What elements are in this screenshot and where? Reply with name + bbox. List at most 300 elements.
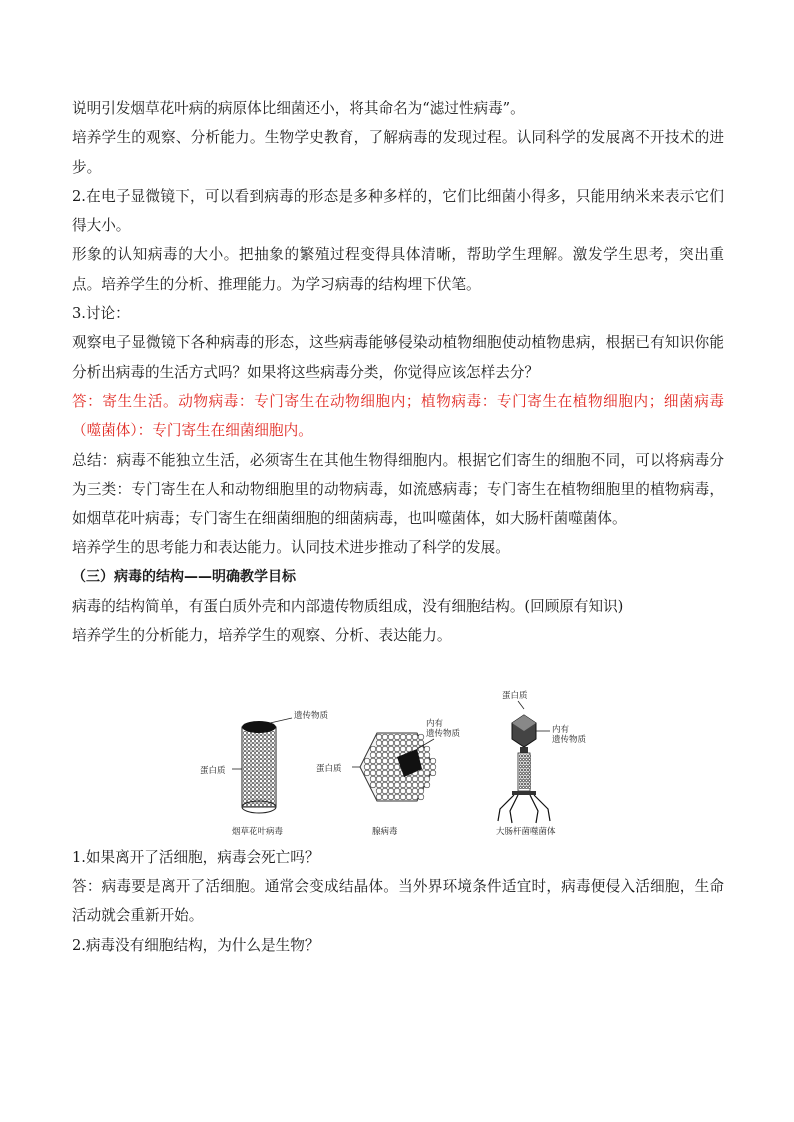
tmv-capsomere — [267, 739, 270, 742]
phage-tail-ring — [519, 772, 521, 774]
tmv-capsomere — [251, 759, 254, 762]
tmv-capsomere — [243, 795, 246, 798]
tmv-label-genetic: 遗传物质 — [294, 710, 329, 721]
tmv-capsomere — [259, 787, 262, 790]
section-heading: （三）病毒的结构——明确教学目标 — [72, 568, 296, 585]
tmv-caption: 烟草花叶病毒 — [232, 826, 284, 837]
adeno-label-protein: 蛋白质 — [316, 763, 342, 774]
adeno-capsomere — [400, 776, 406, 782]
adeno-capsomere — [370, 746, 376, 752]
tmv-capsomere — [243, 799, 246, 802]
tmv-capsomere — [251, 779, 254, 782]
phage-tail-ring — [528, 775, 530, 777]
tmv-capsomere — [243, 735, 246, 738]
adeno-capsomere — [400, 740, 406, 746]
tmv-capsomere — [271, 751, 274, 754]
tmv-capsomere — [251, 743, 254, 746]
paragraph: 培养学生的观察、分析能力。生物学史教育，了解病毒的发现过程。认同科学的发展离不开技术的进步。 — [72, 129, 724, 176]
adeno-capsomere — [406, 734, 412, 740]
tmv-capsomere — [247, 747, 250, 750]
tmv-capsomere — [255, 743, 258, 746]
tmv-capsomere — [255, 763, 258, 766]
phage-tail-ring — [519, 768, 521, 770]
phage-tail-ring — [528, 786, 530, 788]
adeno-capsomere — [376, 734, 382, 740]
adeno-capsomere — [406, 746, 412, 752]
phage-tail-ring — [525, 772, 527, 774]
paragraph: 2.在电子显微镜下，可以看到病毒的形态是多种多样的，它们比细菌小得多，只能用纳米来表示它们得大小。 — [72, 187, 724, 235]
adeno-capsomere — [388, 740, 394, 746]
phage-tail-ring — [528, 765, 530, 767]
tmv-capsomere — [243, 775, 246, 778]
tmv-capsomere — [267, 803, 270, 806]
tmv-capsomere — [271, 799, 274, 802]
tmv-capsomere — [247, 783, 250, 786]
paragraph: 形象的认知病毒的大小。把抽象的繁殖过程变得具体清晰，帮助学生理解。激发学生思考，突出重点。培养学生的分析、推理能力。为学习病毒的结构埋下伏笔。 — [72, 246, 724, 293]
tmv-diagram — [232, 718, 292, 813]
tmv-capsomere — [259, 783, 262, 786]
adeno-capsomere — [394, 746, 400, 752]
tmv-capsomere — [247, 771, 250, 774]
tmv-capsomere — [251, 763, 254, 766]
tmv-capsomere — [271, 779, 274, 782]
tmv-capsomere — [259, 755, 262, 758]
tmv-capsomere — [267, 751, 270, 754]
adeno-capsomere — [394, 782, 400, 788]
adeno-capsomere — [388, 776, 394, 782]
adeno-capsomere — [388, 764, 394, 770]
tmv-capsomere — [267, 767, 270, 770]
adeno-capsomere — [400, 794, 406, 800]
tmv-capsomere — [255, 791, 258, 794]
adeno-capsomere — [394, 794, 400, 800]
adeno-capsomere — [388, 734, 394, 740]
tmv-label-protein: 蛋白质 — [200, 765, 226, 776]
tmv-capsomere — [251, 795, 254, 798]
tmv-capsomere — [251, 803, 254, 806]
adeno-capsomere — [418, 782, 424, 788]
adeno-capsomere — [376, 770, 382, 776]
tmv-capsomere — [259, 735, 262, 738]
phage-tail-ring — [519, 779, 521, 781]
adeno-capsomere — [382, 782, 388, 788]
tmv-capsomere — [247, 779, 250, 782]
paragraph: 答：病毒要是离开了活细胞。通常会变成结晶体。当外界环境条件适宜时，病毒便侵入活细胞，生命活动就会重新开始。 — [72, 877, 724, 925]
adeno-capsomere — [382, 794, 388, 800]
tmv-capsomere — [263, 779, 266, 782]
phage-label-protein: 蛋白质 — [502, 690, 528, 701]
adeno-capsomere — [412, 734, 418, 740]
adeno-capsomere — [382, 758, 388, 764]
phage-tail-ring — [522, 775, 524, 777]
tmv-capsomere — [243, 747, 246, 750]
adeno-capsomere — [376, 764, 382, 770]
adeno-capsomere — [400, 788, 406, 794]
phage-diagram — [498, 701, 550, 823]
phage-caption: 大肠杆菌噬菌体 — [496, 826, 556, 837]
phage-tail-ring — [528, 782, 530, 784]
tmv-capsomere — [251, 767, 254, 770]
tmv-capsomere — [271, 771, 274, 774]
tmv-capsomere — [255, 779, 258, 782]
phage-tail-ring — [528, 761, 530, 763]
tmv-capsomere — [259, 775, 262, 778]
tmv-capsomere — [243, 779, 246, 782]
tmv-capsomere — [259, 747, 262, 750]
tmv-capsomere — [247, 803, 250, 806]
tmv-capsomere — [263, 803, 266, 806]
tmv-capsomere — [271, 783, 274, 786]
tmv-capsomere — [263, 783, 266, 786]
tmv-capsomere — [247, 775, 250, 778]
adeno-capsomere — [394, 764, 400, 770]
tmv-capsomere — [259, 739, 262, 742]
adeno-capsomere — [370, 782, 376, 788]
adeno-capsomere — [370, 764, 376, 770]
adeno-capsomere — [388, 770, 394, 776]
tmv-capsomere — [251, 791, 254, 794]
phage-tail-ring — [525, 775, 527, 777]
tmv-capsomere — [243, 751, 246, 754]
adeno-capsomere — [364, 758, 370, 764]
tmv-capsomere — [263, 767, 266, 770]
tmv-capsomere — [263, 795, 266, 798]
tmv-capsomere — [255, 775, 258, 778]
adeno-capsomere — [400, 734, 406, 740]
phage-tail-ring — [519, 775, 521, 777]
paragraph: 培养学生的分析能力，培养学生的观察、分析、表达能力。 — [72, 627, 452, 645]
adeno-capsomere — [424, 770, 430, 776]
tmv-capsomere — [271, 791, 274, 794]
tmv-capsomere — [243, 759, 246, 762]
tmv-capsomere — [259, 763, 262, 766]
adeno-capsomere — [382, 740, 388, 746]
tmv-capsomere — [259, 791, 262, 794]
tmv-capsomere — [243, 763, 246, 766]
adeno-capsomere — [388, 758, 394, 764]
adeno-capsomere — [406, 776, 412, 782]
adeno-caption: 腺病毒 — [372, 826, 398, 837]
adeno-capsomere — [382, 776, 388, 782]
phage-tail-ring — [525, 779, 527, 781]
phage-tail-ring — [528, 768, 530, 770]
phage-tail-ring — [522, 786, 524, 788]
tmv-capsomere — [251, 755, 254, 758]
adeno-capsomere — [376, 752, 382, 758]
tmv-capsomere — [251, 775, 254, 778]
paragraph: 病毒的结构简单，有蛋白质外壳和内部遗传物质组成，没有细胞结构。(回顾原有知识) — [72, 598, 624, 616]
adeno-capsomere — [370, 758, 376, 764]
tmv-capsomere — [243, 767, 246, 770]
phage-tail-ring — [525, 758, 527, 760]
tmv-capsomere — [243, 787, 246, 790]
tmv-capsomere — [255, 751, 258, 754]
phage-tail-ring — [519, 786, 521, 788]
tmv-capsomere — [255, 771, 258, 774]
tmv-capsomere — [271, 747, 274, 750]
adeno-capsomere — [394, 770, 400, 776]
tmv-capsomere — [255, 803, 258, 806]
phage-tail-ring — [522, 779, 524, 781]
phage-tail-ring — [519, 761, 521, 763]
adeno-capsomere — [412, 740, 418, 746]
adeno-capsomere — [376, 788, 382, 794]
tmv-capsomere — [247, 735, 250, 738]
phage-tail-ring — [525, 761, 527, 763]
adeno-capsomere — [370, 752, 376, 758]
adeno-capsomere — [430, 758, 436, 764]
adeno-capsomere — [424, 752, 430, 758]
paragraph: 说明引发烟草花叶病的病原体比细菌还小，将其命名为“滤过性病毒”。 — [72, 100, 525, 117]
tmv-capsomere — [263, 739, 266, 742]
paragraph: 观察电子显微镜下各种病毒的形态，这些病毒能够侵染动植物细胞使动植物患病，根据已有知识你能分析出病毒的生活方式吗？如果将这些病毒分类，你觉得应该怎样去分？ — [72, 334, 724, 381]
tmv-capsomere — [255, 787, 258, 790]
tmv-capsomere — [263, 759, 266, 762]
adeno-capsomere — [394, 740, 400, 746]
tmv-capsomere — [267, 771, 270, 774]
tmv-capsomere — [251, 751, 254, 754]
adeno-capsomere — [388, 788, 394, 794]
phage-tail-ring — [528, 758, 530, 760]
tmv-capsomere — [243, 739, 246, 742]
adeno-capsomere — [412, 776, 418, 782]
adeno-capsomere — [424, 758, 430, 764]
tmv-capsomere — [263, 743, 266, 746]
tmv-capsomere — [271, 735, 274, 738]
tmv-capsomere — [259, 743, 262, 746]
phage-tail-ring — [519, 782, 521, 784]
tmv-capsomere — [263, 771, 266, 774]
adeno-capsomere — [418, 752, 424, 758]
tmv-capsomere — [251, 771, 254, 774]
tmv-capsomere — [251, 783, 254, 786]
tmv-capsomere — [267, 747, 270, 750]
adeno-capsomere — [406, 740, 412, 746]
tmv-capsomere — [259, 759, 262, 762]
tmv-capsomere — [255, 783, 258, 786]
phage-label-inner: 内有 遗传物质 — [552, 724, 587, 745]
answer-paragraph: 答：寄生生活。动物病毒：专门寄生在动物细胞内；植物病毒：专门寄生在植物细胞内；细菌病毒（噬菌体）：专门寄生在细菌细胞内。 — [72, 392, 724, 440]
phage-tail-ring — [525, 786, 527, 788]
tmv-capsomere — [267, 735, 270, 738]
tmv-capsomere — [271, 767, 274, 770]
phage-tail-ring — [522, 772, 524, 774]
tmv-capsomere — [259, 803, 262, 806]
tmv-capsomere — [243, 731, 246, 734]
text-block-before-figure — [72, 94, 724, 651]
tmv-capsomere — [247, 763, 250, 766]
tmv-capsomere — [247, 791, 250, 794]
paragraph: 总结：病毒不能独立生活，必须寄生在其他生物得细胞内。根据它们寄生的细胞不同，可以将病毒分为三类：专门寄生在人和动物细胞里的动物病毒，如流感病毒；专门寄生在植物细胞里的植物病毒，如烟草花叶病毒；专门寄生在细菌细胞的细菌病毒，也叫噬菌体，如大肠杆菌噬菌体。 — [72, 451, 724, 528]
phage-tail-ring — [519, 758, 521, 760]
tmv-capsomere — [259, 779, 262, 782]
tmv-capsomere — [267, 779, 270, 782]
tmv-capsomere — [259, 751, 262, 754]
tmv-capsomere — [251, 747, 254, 750]
phage-tail-ring — [525, 782, 527, 784]
adeno-capsomere — [382, 746, 388, 752]
adeno-capsomere — [394, 776, 400, 782]
tmv-capsomere — [263, 751, 266, 754]
adeno-capsomere — [412, 782, 418, 788]
tmv-capsomere — [243, 743, 246, 746]
tmv-capsomere — [271, 795, 274, 798]
tmv-capsomere — [271, 755, 274, 758]
adeno-capsomere — [424, 746, 430, 752]
virus-diagrams — [72, 687, 724, 837]
tmv-capsomere — [247, 795, 250, 798]
tmv-capsomere — [247, 787, 250, 790]
tmv-capsomere — [271, 743, 274, 746]
adeno-capsomere — [430, 770, 436, 776]
phage-tail-ring — [525, 765, 527, 767]
phage-tail-ring — [522, 768, 524, 770]
phage-tail-ring — [522, 761, 524, 763]
tmv-capsomere — [255, 739, 258, 742]
adeno-capsomere — [406, 782, 412, 788]
adeno-capsomere — [424, 782, 430, 788]
tmv-capsomere — [251, 735, 254, 738]
adeno-capsomere — [418, 770, 424, 776]
tmv-capsomere — [259, 771, 262, 774]
adeno-capsomere — [376, 794, 382, 800]
tmv-capsomere — [251, 739, 254, 742]
tmv-capsomere — [267, 755, 270, 758]
adeno-label-inner: 内有 遗传物质 — [426, 718, 461, 739]
tmv-capsomere — [271, 763, 274, 766]
tmv-capsomere — [263, 787, 266, 790]
paragraph: 2.病毒没有细胞结构，为什么是生物？ — [72, 936, 320, 954]
tmv-capsomere — [243, 771, 246, 774]
adeno-capsomere — [424, 764, 430, 770]
tmv-capsomere — [255, 759, 258, 762]
tmv-capsomere — [267, 775, 270, 778]
phage-tail-ring — [528, 754, 530, 756]
adeno-capsomere — [406, 794, 412, 800]
tmv-capsomere — [271, 787, 274, 790]
tmv-capsomere — [247, 759, 250, 762]
virus-structure-figure — [72, 687, 724, 837]
tmv-capsomere — [255, 795, 258, 798]
tmv-capsomere — [255, 755, 258, 758]
document-page — [72, 94, 724, 960]
tmv-capsomere — [263, 775, 266, 778]
tmv-capsomere — [247, 743, 250, 746]
adeno-capsomere — [406, 788, 412, 794]
adeno-capsomere — [382, 734, 388, 740]
adeno-capsomere — [388, 746, 394, 752]
tmv-capsomere — [263, 735, 266, 738]
tmv-capsomere — [259, 767, 262, 770]
adeno-capsomere — [418, 734, 424, 740]
adeno-capsomere — [388, 782, 394, 788]
tmv-capsomere — [263, 763, 266, 766]
tmv-capsomere — [271, 759, 274, 762]
paragraph: 3.讨论： — [72, 305, 130, 323]
adeno-capsomere — [382, 764, 388, 770]
adeno-capsomere — [376, 740, 382, 746]
adeno-capsomere — [376, 776, 382, 782]
adeno-capsomere — [400, 746, 406, 752]
phage-tail-ring — [528, 779, 530, 781]
adeno-capsomere — [376, 782, 382, 788]
tmv-capsomere — [267, 787, 270, 790]
phage-tail-ring — [522, 782, 524, 784]
phage-tail-ring — [525, 768, 527, 770]
tmv-capsomere — [271, 739, 274, 742]
adeno-capsomere — [388, 752, 394, 758]
tmv-capsomere — [243, 755, 246, 758]
adeno-capsomere — [370, 770, 376, 776]
tmv-capsomere — [247, 767, 250, 770]
adeno-capsomere — [412, 788, 418, 794]
paragraph: 培养学生的思考能力和表达能力。认同技术进步推动了科学的发展。 — [72, 539, 510, 557]
tmv-capsomere — [267, 783, 270, 786]
adeno-capsomere — [382, 752, 388, 758]
adeno-capsomere — [430, 764, 436, 770]
tmv-capsomere — [255, 767, 258, 770]
adeno-capsomere — [394, 734, 400, 740]
adeno-capsomere — [382, 788, 388, 794]
adeno-capsomere — [418, 776, 424, 782]
tmv-capsomere — [247, 755, 250, 758]
adeno-capsomere — [418, 788, 424, 794]
adeno-capsomere — [364, 770, 370, 776]
tmv-capsomere — [271, 775, 274, 778]
tmv-capsomere — [255, 735, 258, 738]
adeno-capsomere — [424, 776, 430, 782]
tmv-capsomere — [271, 731, 274, 734]
adeno-capsomere — [388, 794, 394, 800]
adeno-capsomere — [364, 764, 370, 770]
adeno-capsomere — [418, 740, 424, 746]
tmv-capsomere — [267, 791, 270, 794]
tmv-capsomere — [263, 791, 266, 794]
adeno-capsomere — [376, 746, 382, 752]
phage-tail-ring — [519, 754, 521, 756]
tmv-capsomere — [259, 795, 262, 798]
tmv-capsomere — [247, 751, 250, 754]
tmv-capsomere — [247, 739, 250, 742]
phage-tail-ring — [522, 754, 524, 756]
adeno-capsomere — [412, 794, 418, 800]
phage-tail-ring — [519, 765, 521, 767]
adenovirus-diagram — [352, 733, 436, 801]
adeno-capsomere — [382, 770, 388, 776]
tmv-capsomere — [243, 791, 246, 794]
tmv-capsomere — [255, 747, 258, 750]
tmv-capsomere — [263, 755, 266, 758]
phage-tail-ring — [522, 758, 524, 760]
tmv-capsomere — [267, 743, 270, 746]
tmv-capsomere — [243, 783, 246, 786]
adeno-capsomere — [418, 794, 424, 800]
text-block-after-figure — [72, 843, 724, 960]
phage-tail-ring — [528, 772, 530, 774]
tmv-capsomere — [267, 759, 270, 762]
tmv-capsomere — [267, 763, 270, 766]
adeno-capsomere — [394, 788, 400, 794]
phage-tail-ring — [525, 754, 527, 756]
tmv-capsomere — [251, 787, 254, 790]
adeno-capsomere — [370, 776, 376, 782]
adeno-capsomere — [400, 782, 406, 788]
adeno-capsomere — [376, 758, 382, 764]
tmv-capsomere — [267, 795, 270, 798]
tmv-capsomere — [263, 747, 266, 750]
phage-tail-ring — [522, 765, 524, 767]
paragraph: 1.如果离开了活细胞，病毒会死亡吗？ — [72, 848, 320, 866]
